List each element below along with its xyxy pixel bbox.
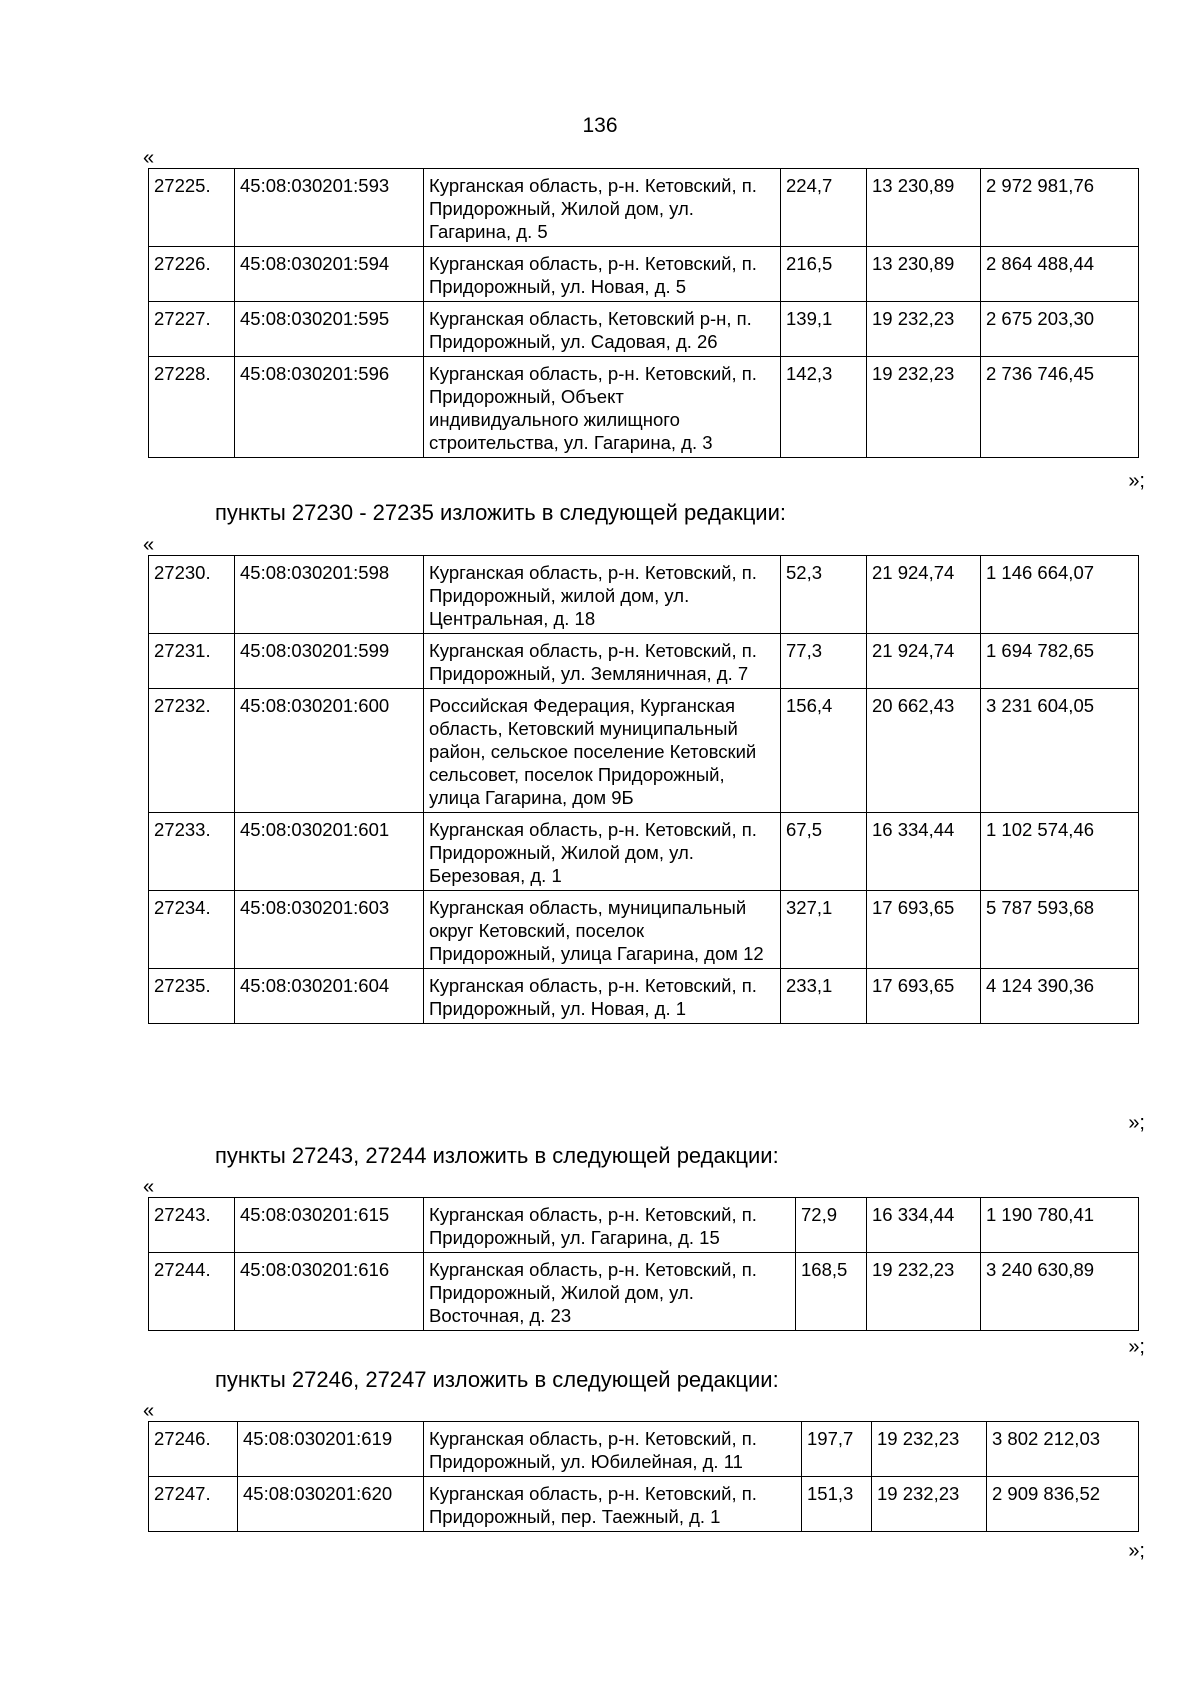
cadastral-value-cell: 3 240 630,89 xyxy=(981,1253,1139,1331)
row-number-cell: 27227. xyxy=(149,302,235,357)
open-quote: « xyxy=(143,534,155,556)
table-row xyxy=(149,634,1139,689)
table-row xyxy=(149,1198,1139,1253)
cadastral-number-cell: 45:08:030201:604 xyxy=(235,969,424,1024)
address-cell: Курганская область, муниципальный округ Кетовский, поселок Придорожный, улица Гагарина, дом 12 xyxy=(424,891,781,969)
cadastral-number-cell: 45:08:030201:603 xyxy=(235,891,424,969)
table-row xyxy=(149,1422,1139,1477)
cadastral-number-cell: 45:08:030201:619 xyxy=(238,1422,424,1477)
data-table xyxy=(148,168,1139,458)
page-number: 136 xyxy=(582,114,618,137)
cadastral-number-cell: 45:08:030201:600 xyxy=(235,689,424,813)
data-table xyxy=(148,1197,1139,1331)
specific-value-cell: 19 232,23 xyxy=(867,302,981,357)
row-number-cell: 27232. xyxy=(149,689,235,813)
table-row xyxy=(149,169,1139,247)
cadastral-number-cell: 45:08:030201:616 xyxy=(235,1253,424,1331)
table-row xyxy=(149,247,1139,302)
specific-value-cell: 17 693,65 xyxy=(867,969,981,1024)
address-cell: Курганская область, р-н. Кетовский, п. Придорожный, Жилой дом, ул. Восточная, д. 23 xyxy=(424,1253,796,1331)
address-cell: Курганская область, р-н. Кетовский, п. Придорожный, жилой дом, ул. Центральная, д. 18 xyxy=(424,556,781,634)
section-heading: пункты 27230 - 27235 изложить в следующей редакции: xyxy=(215,500,787,525)
specific-value-cell: 19 232,23 xyxy=(872,1422,987,1477)
row-number-cell: 27230. xyxy=(149,556,235,634)
row-number-cell: 27231. xyxy=(149,634,235,689)
address-cell: Курганская область, р-н. Кетовский, п. Придорожный, Жилой дом, ул. Гагарина, д. 5 xyxy=(424,169,781,247)
cadastral-value-cell: 2 675 203,30 xyxy=(981,302,1139,357)
specific-value-cell: 17 693,65 xyxy=(867,891,981,969)
table-row xyxy=(149,1253,1139,1331)
cadastral-number-cell: 45:08:030201:595 xyxy=(235,302,424,357)
table-row xyxy=(149,302,1139,357)
cadastral-value-cell: 3 231 604,05 xyxy=(981,689,1139,813)
cadastral-number-cell: 45:08:030201:615 xyxy=(235,1198,424,1253)
area-cell: 156,4 xyxy=(781,689,867,813)
cadastral-number-cell: 45:08:030201:593 xyxy=(235,169,424,247)
specific-value-cell: 19 232,23 xyxy=(867,357,981,458)
cadastral-value-cell: 2 736 746,45 xyxy=(981,357,1139,458)
row-number-cell: 27243. xyxy=(149,1198,235,1253)
table-row xyxy=(149,1477,1139,1532)
close-quote: »; xyxy=(1128,470,1145,492)
row-number-cell: 27247. xyxy=(149,1477,238,1532)
row-number-cell: 27244. xyxy=(149,1253,235,1331)
cadastral-number-cell: 45:08:030201:598 xyxy=(235,556,424,634)
cadastral-value-cell: 1 102 574,46 xyxy=(981,813,1139,891)
row-number-cell: 27234. xyxy=(149,891,235,969)
cadastral-number-cell: 45:08:030201:620 xyxy=(238,1477,424,1532)
specific-value-cell: 19 232,23 xyxy=(872,1477,987,1532)
cadastral-value-cell: 5 787 593,68 xyxy=(981,891,1139,969)
row-number-cell: 27226. xyxy=(149,247,235,302)
cadastral-value-cell: 2 864 488,44 xyxy=(981,247,1139,302)
row-number-cell: 27235. xyxy=(149,969,235,1024)
row-number-cell: 27233. xyxy=(149,813,235,891)
cadastral-value-cell: 1 694 782,65 xyxy=(981,634,1139,689)
area-cell: 139,1 xyxy=(781,302,867,357)
row-number-cell: 27246. xyxy=(149,1422,238,1477)
address-cell: Курганская область, р-н. Кетовский, п. Придорожный, ул. Гагарина, д. 15 xyxy=(424,1198,796,1253)
specific-value-cell: 19 232,23 xyxy=(867,1253,981,1331)
specific-value-cell: 13 230,89 xyxy=(867,247,981,302)
cadastral-value-cell: 3 802 212,03 xyxy=(987,1422,1139,1477)
area-cell: 52,3 xyxy=(781,556,867,634)
specific-value-cell: 13 230,89 xyxy=(867,169,981,247)
cadastral-number-cell: 45:08:030201:599 xyxy=(235,634,424,689)
address-cell: Курганская область, р-н. Кетовский, п. Придорожный, Жилой дом, ул. Березовая, д. 1 xyxy=(424,813,781,891)
address-cell: Курганская область, р-н. Кетовский, п. Придорожный, ул. Земляничная, д. 7 xyxy=(424,634,781,689)
table-row xyxy=(149,891,1139,969)
section-heading: пункты 27243, 27244 изложить в следующей редакции: xyxy=(215,1143,779,1168)
open-quote: « xyxy=(143,1176,155,1198)
cadastral-value-cell: 1 146 664,07 xyxy=(981,556,1139,634)
cadastral-number-cell: 45:08:030201:601 xyxy=(235,813,424,891)
specific-value-cell: 20 662,43 xyxy=(867,689,981,813)
data-table xyxy=(148,555,1139,1024)
address-cell: Курганская область, р-н. Кетовский, п. Придорожный, Объект индивидуального жилищного строительства, ул. Гагарина, д. 3 xyxy=(424,357,781,458)
specific-value-cell: 21 924,74 xyxy=(867,556,981,634)
area-cell: 77,3 xyxy=(781,634,867,689)
address-cell: Курганская область, Кетовский р-н, п. Придорожный, ул. Садовая, д. 26 xyxy=(424,302,781,357)
specific-value-cell: 16 334,44 xyxy=(867,813,981,891)
specific-value-cell: 21 924,74 xyxy=(867,634,981,689)
area-cell: 72,9 xyxy=(796,1198,867,1253)
area-cell: 327,1 xyxy=(781,891,867,969)
cadastral-value-cell: 4 124 390,36 xyxy=(981,969,1139,1024)
open-quote: « xyxy=(143,1400,155,1422)
address-cell: Курганская область, р-н. Кетовский, п. Придорожный, ул. Новая, д. 1 xyxy=(424,969,781,1024)
area-cell: 224,7 xyxy=(781,169,867,247)
row-number-cell: 27228. xyxy=(149,357,235,458)
table-row xyxy=(149,556,1139,634)
table-row xyxy=(149,813,1139,891)
address-cell: Курганская область, р-н. Кетовский, п. Придорожный, ул. Юбилейная, д. 11 xyxy=(424,1422,802,1477)
cadastral-value-cell: 1 190 780,41 xyxy=(981,1198,1139,1253)
open-quote: « xyxy=(143,147,155,169)
address-cell: Российская Федерация, Курганская область, Кетовский муниципальный район, сельское поселение Кетовский сельсовет, поселок Придорожный, улица Гагарина, дом 9Б xyxy=(424,689,781,813)
area-cell: 233,1 xyxy=(781,969,867,1024)
close-quote: »; xyxy=(1128,1336,1145,1358)
address-cell: Курганская область, р-н. Кетовский, п. Придорожный, ул. Новая, д. 5 xyxy=(424,247,781,302)
cadastral-number-cell: 45:08:030201:594 xyxy=(235,247,424,302)
area-cell: 168,5 xyxy=(796,1253,867,1331)
table-row xyxy=(149,689,1139,813)
close-quote: »; xyxy=(1128,1112,1145,1134)
section-heading: пункты 27246, 27247 изложить в следующей редакции: xyxy=(215,1367,779,1392)
close-quote: »; xyxy=(1128,1540,1145,1562)
area-cell: 197,7 xyxy=(802,1422,872,1477)
row-number-cell: 27225. xyxy=(149,169,235,247)
cadastral-value-cell: 2 972 981,76 xyxy=(981,169,1139,247)
specific-value-cell: 16 334,44 xyxy=(867,1198,981,1253)
area-cell: 142,3 xyxy=(781,357,867,458)
area-cell: 67,5 xyxy=(781,813,867,891)
table-row xyxy=(149,969,1139,1024)
data-table xyxy=(148,1421,1139,1532)
cadastral-number-cell: 45:08:030201:596 xyxy=(235,357,424,458)
address-cell: Курганская область, р-н. Кетовский, п. Придорожный, пер. Таежный, д. 1 xyxy=(424,1477,802,1532)
cadastral-value-cell: 2 909 836,52 xyxy=(987,1477,1139,1532)
area-cell: 216,5 xyxy=(781,247,867,302)
area-cell: 151,3 xyxy=(802,1477,872,1532)
table-row xyxy=(149,357,1139,458)
